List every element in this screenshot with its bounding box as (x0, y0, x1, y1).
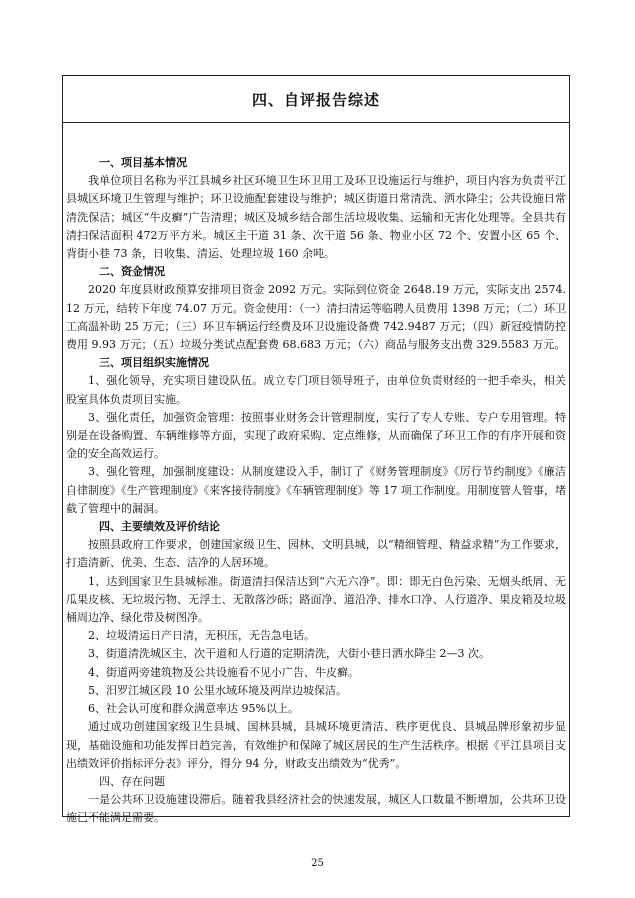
heading-funds: 二、资金情况 (99, 265, 165, 279)
paragraph: 1、强化领导，充实项目建设队伍。成立专门项目领导班子，由单位负责财经的一把手牵头，相关股室具体负责项目实施。 (66, 374, 566, 406)
paragraph: 通过成功创建国家级卫生县城、国林县城，县城环境更清洁、秩序更优良、县城品牌形象初步显现，基础设施和功能发挥日趋完善，有效维护和保障了城区居民的生产生活秩序。根据《平江县项目支出绩效评价指标评分表》评分，得分 94 分，财政支出绩效为“优秀”。 (66, 720, 566, 770)
paragraph: 3、强化责任，加强资金管理：按照事业财务会计管理制度，实行了专人专账、专户专用管理。特别是在设备购置、车辆维修等方面，实现了政府采购、定点维修，从而确保了环卫工作的有序开展和资金的安全高效运行。 (66, 410, 566, 461)
paragraph: 一是公共环卫设施建设滞后。随着我县经济社会的快速发展，城区人口数量不断增加，公共环卫设施已不能满足需要。 (66, 793, 566, 825)
paragraph: 3、街道清洗城区主、次干道和人行道的定期清洗，大街小巷日洒水降尘 2—3 次。 (88, 647, 490, 661)
paragraph: 4、街道两旁建筑物及公共设施看不见小广告、牛皮癣。 (88, 665, 359, 679)
page-number: 25 (311, 858, 324, 869)
paragraph: 按照县政府工作要求，创建国家级卫生、园林、文明县城，以“精细管理、精益求精”为工作要求，打造清新、优美、生态、洁净的人居环境。 (66, 538, 566, 570)
heading-problems: 四、存在问题 (99, 774, 165, 788)
paragraph: 2、垃圾清运日产日清，无积压，无告急电话。 (88, 629, 315, 643)
heading-performance: 四、主要绩效及评价结论 (99, 520, 220, 534)
paragraph: 6、社会认可度和群众满意率达 95%以上。 (88, 702, 299, 716)
heading-implementation: 三、项目组织实施情况 (99, 356, 209, 370)
title-row (63, 76, 569, 123)
report-frame (62, 75, 570, 825)
paragraph: 我单位项目名称为平江县城乡社区环境卫生环卫用工及环卫设施运行与维护，项目内容为负责平江县城区环境卫生管理与维护；环卫设施配套建设与维护；城区街道日常清洗、洒水降尘；公共设施日常清洗保洁；城区“牛皮癣”广告清理；城区及城乡结合部生活垃圾收集、运输和无害化处理等。全县共有清扫保洁面积 472万平方米。城区主干道 31 条、次干道 56 条、物业小区 72 个、安置小区 65 个、背街小巷 73 条，日收集、清运、处理垃圾 160 余吨。 (66, 174, 566, 261)
report-content (66, 154, 566, 828)
paragraph: 3、强化管理，加强制度建设：从制度建设入手，制订了《财务管理制度》《厉行节约制度》《廉洁自律制度》《生产管理制度》《来客接待制度》《车辆管理制度》等 17 项工作制度。用制度管人管事，堵截了管理中的漏洞。 (66, 465, 566, 515)
heading-basic-info: 一、项目基本情况 (99, 156, 187, 169)
paragraph: 1、达到国家卫生县城标准。街道清扫保洁达到“六无六净”。即：即无白色污染、无烟头纸屑、无瓜果皮核、无垃圾污物、无浮土、无散落沙砾；路面净、道沿净、排水口净、人行道净、果皮箱及垃圾桶周边净、绿化带及树图净。 (66, 574, 566, 625)
paragraph: 2020 年度县财政预算安排项目资金 2092 万元。实际到位资金 2648.19 万元，实际支出 2574.12 万元，结转下年度 74.07 万元。资金使用：（一）清扫清运等临聘人员费用 1398 万元；（二）环卫工高温补助 25 万元；（三）环卫车辆运行经费及环卫设施设备费 742.9487 万元；（四）新冠疫情防控费用 9.93 万元；（五）垃圾分类试点配套费 68.683 万元；（六）商品与服务支出费 329.5583 万元。 (66, 283, 566, 352)
paragraph: 5、汨罗江城区段 10 公里水域环境及两岸边坡保洁。 (88, 683, 347, 697)
section-title: 四、自评报告综述 (251, 90, 380, 109)
